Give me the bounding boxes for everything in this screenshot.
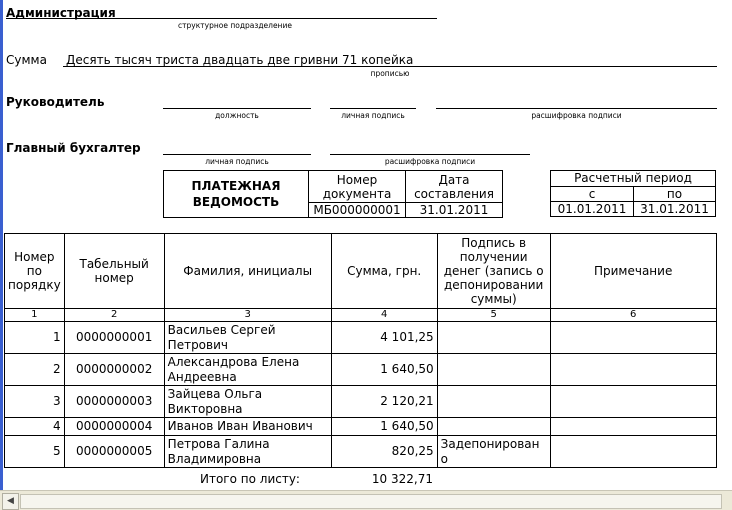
accountant-label: Главный бухгалтер [6, 141, 141, 155]
row-tab-number: 0000000002 [64, 354, 164, 386]
table-row [5, 418, 717, 436]
sum-in-words: Десять тысяч триста двадцать две гривни 71 копейка [66, 53, 414, 67]
row-tab-number: 0000000001 [64, 322, 164, 354]
row-note [550, 418, 716, 436]
organization-caption: структурное подразделение [178, 21, 292, 30]
col-header-signature: Подпись в получении денег (запись о депонировании суммы) [437, 234, 550, 309]
row-signature [437, 418, 550, 436]
window-border [0, 0, 3, 509]
row-name: Александрова Елена Андреевна [164, 354, 331, 386]
row-tab-number: 0000000004 [64, 418, 164, 436]
period-to-label: по [634, 187, 716, 202]
accountant-decoding-line [330, 154, 530, 155]
sum-caption: прописью [370, 69, 410, 78]
table-header-row [5, 234, 717, 309]
accountant-signature-line [163, 154, 311, 155]
period-box [550, 170, 716, 217]
row-name: Петрова Галина Владимировна [164, 436, 331, 468]
row-number: 2 [5, 354, 65, 386]
column-number: 4 [331, 309, 437, 322]
row-sum: 820,25 [331, 436, 437, 468]
row-name: Васильев Сергей Петрович [164, 322, 331, 354]
row-number: 5 [5, 436, 65, 468]
column-number: 3 [164, 309, 331, 322]
table-row [5, 322, 717, 354]
organization-name: Администрация [6, 6, 116, 20]
head-position-caption: должность [215, 111, 259, 120]
row-sum: 2 120,21 [331, 386, 437, 418]
table-row [5, 354, 717, 386]
document-box [163, 170, 503, 218]
total-value: 10 322,71 [371, 472, 433, 486]
row-number: 1 [5, 322, 65, 354]
scrollbar-thumb[interactable] [20, 494, 722, 509]
sum-line [63, 66, 717, 67]
row-note [550, 322, 716, 354]
row-note [550, 386, 716, 418]
column-number: 5 [437, 309, 550, 322]
row-sum: 1 640,50 [331, 418, 437, 436]
row-note [550, 436, 716, 468]
head-decoding-caption: расшифровка подписи [531, 111, 622, 120]
doc-date-header: Дата составления [406, 171, 503, 203]
organization-line [6, 18, 437, 19]
payroll-table [4, 233, 717, 468]
row-signature [437, 322, 550, 354]
column-number: 2 [64, 309, 164, 322]
col-header-sum: Сумма, грн. [331, 234, 437, 309]
horizontal-scrollbar[interactable] [0, 490, 732, 510]
accountant-decoding-caption: расшифровка подписи [384, 157, 476, 166]
column-number: 6 [550, 309, 716, 322]
scroll-left-arrow-icon[interactable]: ◀ [2, 493, 19, 510]
doc-date-value: 31.01.2011 [406, 203, 503, 218]
row-number: 3 [5, 386, 65, 418]
head-signature-line [330, 108, 416, 109]
row-note [550, 354, 716, 386]
col-header-name: Фамилия, инициалы [164, 234, 331, 309]
col-header-note: Примечание [550, 234, 716, 309]
row-name: Иванов Иван Иванович [164, 418, 331, 436]
column-number-row [5, 309, 717, 322]
sum-label: Сумма [6, 53, 47, 67]
period-from-value: 01.01.2011 [551, 202, 634, 217]
table-row [5, 436, 717, 468]
row-sum: 1 640,50 [331, 354, 437, 386]
row-signature [437, 386, 550, 418]
head-decoding-line [436, 108, 717, 109]
row-name: Зайцева Ольга Викторовна [164, 386, 331, 418]
row-tab-number: 0000000003 [64, 386, 164, 418]
document-title: ПЛАТЕЖНАЯ ВЕДОМОСТЬ [164, 171, 309, 218]
doc-number-value: МБ000000001 [309, 203, 406, 218]
row-sum: 4 101,25 [331, 322, 437, 354]
period-title: Расчетный период [551, 171, 716, 187]
period-to-value: 31.01.2011 [634, 202, 716, 217]
accountant-signature-caption: личная подпись [205, 157, 269, 166]
row-signature [437, 354, 550, 386]
head-label: Руководитель [6, 95, 105, 109]
row-number: 4 [5, 418, 65, 436]
doc-number-header: Номер документа [309, 171, 406, 203]
head-position-line [163, 108, 311, 109]
col-header-tab-number: Табельный номер [64, 234, 164, 309]
head-signature-caption: личная подпись [341, 111, 405, 120]
col-header-number: Номер по порядку [5, 234, 65, 309]
table-row [5, 386, 717, 418]
period-from-label: с [551, 187, 634, 202]
total-label: Итого по листу: [200, 472, 300, 486]
row-signature: Задепонировано [437, 436, 550, 468]
column-number: 1 [5, 309, 65, 322]
row-tab-number: 0000000005 [64, 436, 164, 468]
